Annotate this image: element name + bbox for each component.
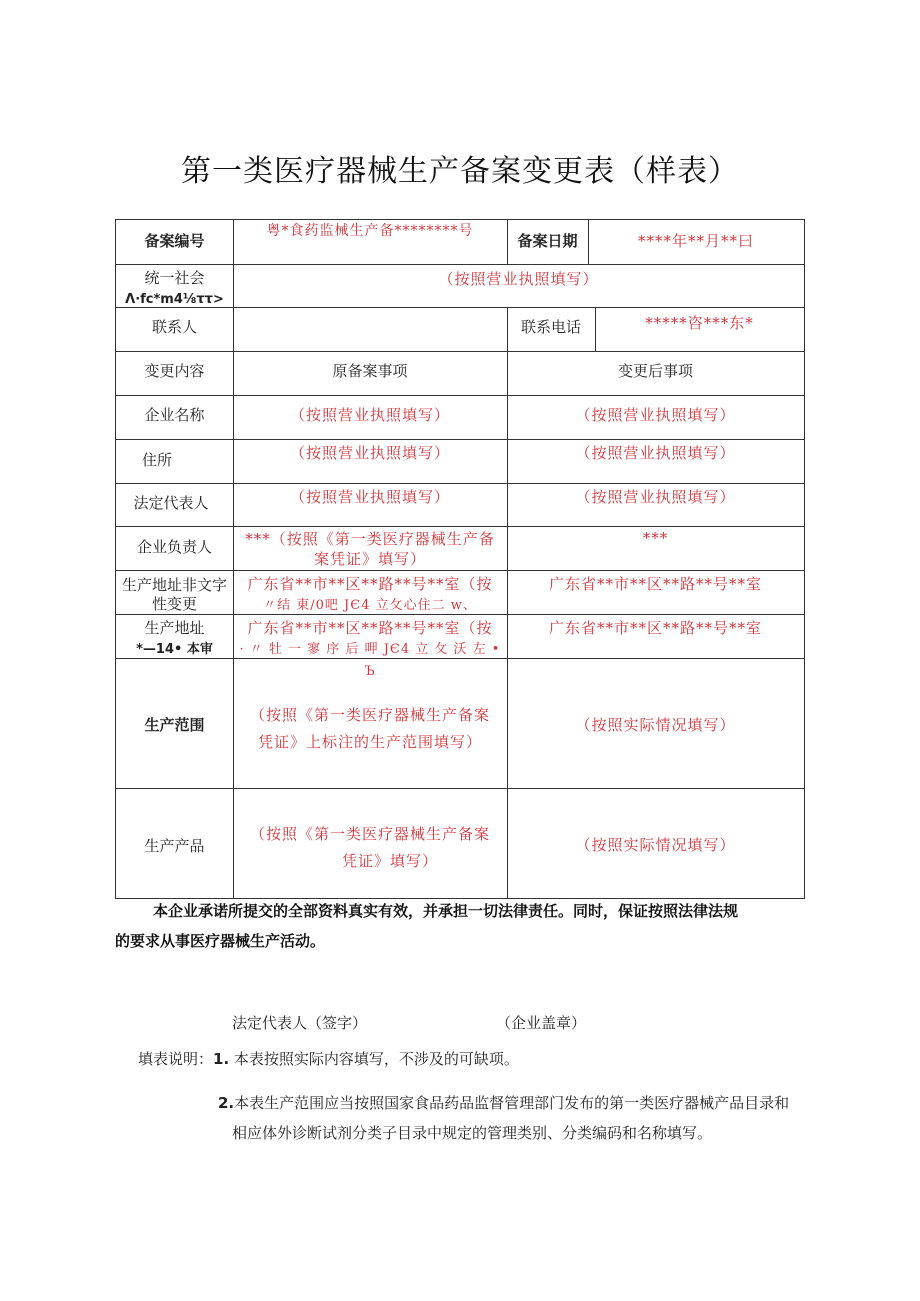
row-divider xyxy=(116,395,804,396)
row-divider xyxy=(116,570,804,571)
item-label: 生产范围 xyxy=(144,716,205,734)
phone-value: *****咨***东* xyxy=(645,314,754,332)
item-before-line1: （按照《第一类医疗器械生产备案 xyxy=(249,706,490,724)
item-after: （按照营业执照填写） xyxy=(575,444,736,462)
row-divider xyxy=(116,351,804,352)
note-1-number: 1. xyxy=(213,1050,230,1068)
item-label: 企业名称 xyxy=(144,406,205,424)
row-divider xyxy=(116,788,804,789)
item-after: *** xyxy=(642,529,669,547)
item-before xyxy=(233,702,507,756)
company-seal: （企业盖章） xyxy=(496,1014,587,1032)
item-before-line1: 广东省**市**区**路**号**室（按 xyxy=(247,619,493,637)
item-label-line1: 生产地址 xyxy=(144,619,205,637)
item-before-line1: （按照《第一类医疗器械生产备案 xyxy=(249,825,490,843)
label-record-no: 备案编号 xyxy=(144,232,205,250)
item-label-line2: 性变更 xyxy=(151,595,197,613)
notes-prefix: 填表说明： xyxy=(138,1050,214,1068)
label-phone: 联系电话 xyxy=(520,318,581,336)
item-before-line2: 凭证》上标注的生产范围填写） xyxy=(257,733,482,751)
header-change-content: 变更内容 xyxy=(144,362,205,380)
item-before-line2: 案凭证》填写） xyxy=(313,550,426,568)
item-before: （按照营业执照填写） xyxy=(289,444,450,462)
item-before xyxy=(233,573,507,614)
commitment-line2: 的要求从事医疗器械生产活动。 xyxy=(115,932,326,950)
note-1-text: 本表按照实际内容填写，不涉及的可缺项。 xyxy=(229,1050,519,1068)
item-after: 广东省**市**区**路**号**室 xyxy=(548,575,762,593)
record-date-value: ****年**月**曰 xyxy=(637,232,754,250)
item-after: （按照营业执照填写） xyxy=(575,488,736,506)
label-credit-code-line1: 统一社会 xyxy=(144,269,205,287)
note-2 xyxy=(218,1088,810,1148)
item-before xyxy=(233,529,507,569)
change-form-table xyxy=(115,219,805,899)
page-title: 第一类医疗器械生产备案变更表（样表） xyxy=(181,154,739,189)
item-label xyxy=(116,576,233,614)
label-credit-code xyxy=(116,267,233,307)
item-before-line2: 凭证》填写） xyxy=(341,852,438,870)
header-after: 变更后事项 xyxy=(617,362,693,380)
note-2-line2: 相应体外诊断试剂分类子目录中规定的管理类别、分类编码和名称填写。 xyxy=(232,1124,713,1142)
row-divider xyxy=(116,439,804,440)
legal-rep-signature: 法定代表人（签字） xyxy=(232,1014,368,1032)
item-before: （按照营业执照填写） xyxy=(289,488,450,506)
item-before xyxy=(233,821,507,875)
item-label: 住所 xyxy=(141,451,172,469)
label-credit-code-line2: Λ·fc*m4⅛ττ> xyxy=(125,292,224,307)
commitment-statement xyxy=(115,896,805,956)
row-divider xyxy=(116,307,804,308)
item-before-line1: 广东省**市**区**路**号**室（按 xyxy=(247,575,493,593)
item-label: 法定代表人 xyxy=(133,494,209,512)
row-divider xyxy=(116,526,804,527)
item-label: 生产产品 xyxy=(144,837,205,855)
row-divider xyxy=(116,483,804,484)
header-original: 原备案事项 xyxy=(332,362,408,380)
commitment-line1: 本企业承诺所提交的全部资料真实有效，并承担一切法律责任。同时，保证按照法律法规 xyxy=(153,902,739,920)
item-before-line1: ***（按照《第一类医疗器械生产备 xyxy=(245,530,495,548)
item-label xyxy=(116,617,233,657)
item-label-line1: 生产地址非文字 xyxy=(121,576,227,594)
note-2-line1: 本表生产范围应当按照国家食品药品监督管理部门发布的第一类医疗器械产品目录和 xyxy=(234,1094,790,1112)
item-before xyxy=(233,617,507,679)
item-label-line2: *—14• 本审 xyxy=(136,642,213,657)
label-record-date: 备案日期 xyxy=(517,232,578,250)
item-after: 广东省**市**区**路**号**室 xyxy=(548,619,762,637)
note-1 xyxy=(138,1044,519,1074)
record-no-value: 粤*食药监械生产备********号 xyxy=(266,223,474,239)
credit-code-value: （按照营业执照填写） xyxy=(438,270,599,288)
item-before-line2: 〃结 東/0吧 JЄ4 立攵心住二 w、 xyxy=(263,598,477,613)
item-after: （按照营业执照填写） xyxy=(575,406,736,424)
item-label: 企业负责人 xyxy=(136,538,212,556)
item-after: （按照实际情况填写） xyxy=(575,716,736,734)
label-contact: 联系人 xyxy=(151,318,197,336)
item-before-line2: · 〃 牡 一 寥 序 后 呷 JЄ4 立 攵 沃 左 • Ъ xyxy=(239,642,501,679)
item-after: （按照实际情况填写） xyxy=(575,836,736,854)
row-divider xyxy=(116,264,804,265)
note-2-number: 2. xyxy=(218,1094,235,1112)
item-before: （按照营业执照填写） xyxy=(289,406,450,424)
